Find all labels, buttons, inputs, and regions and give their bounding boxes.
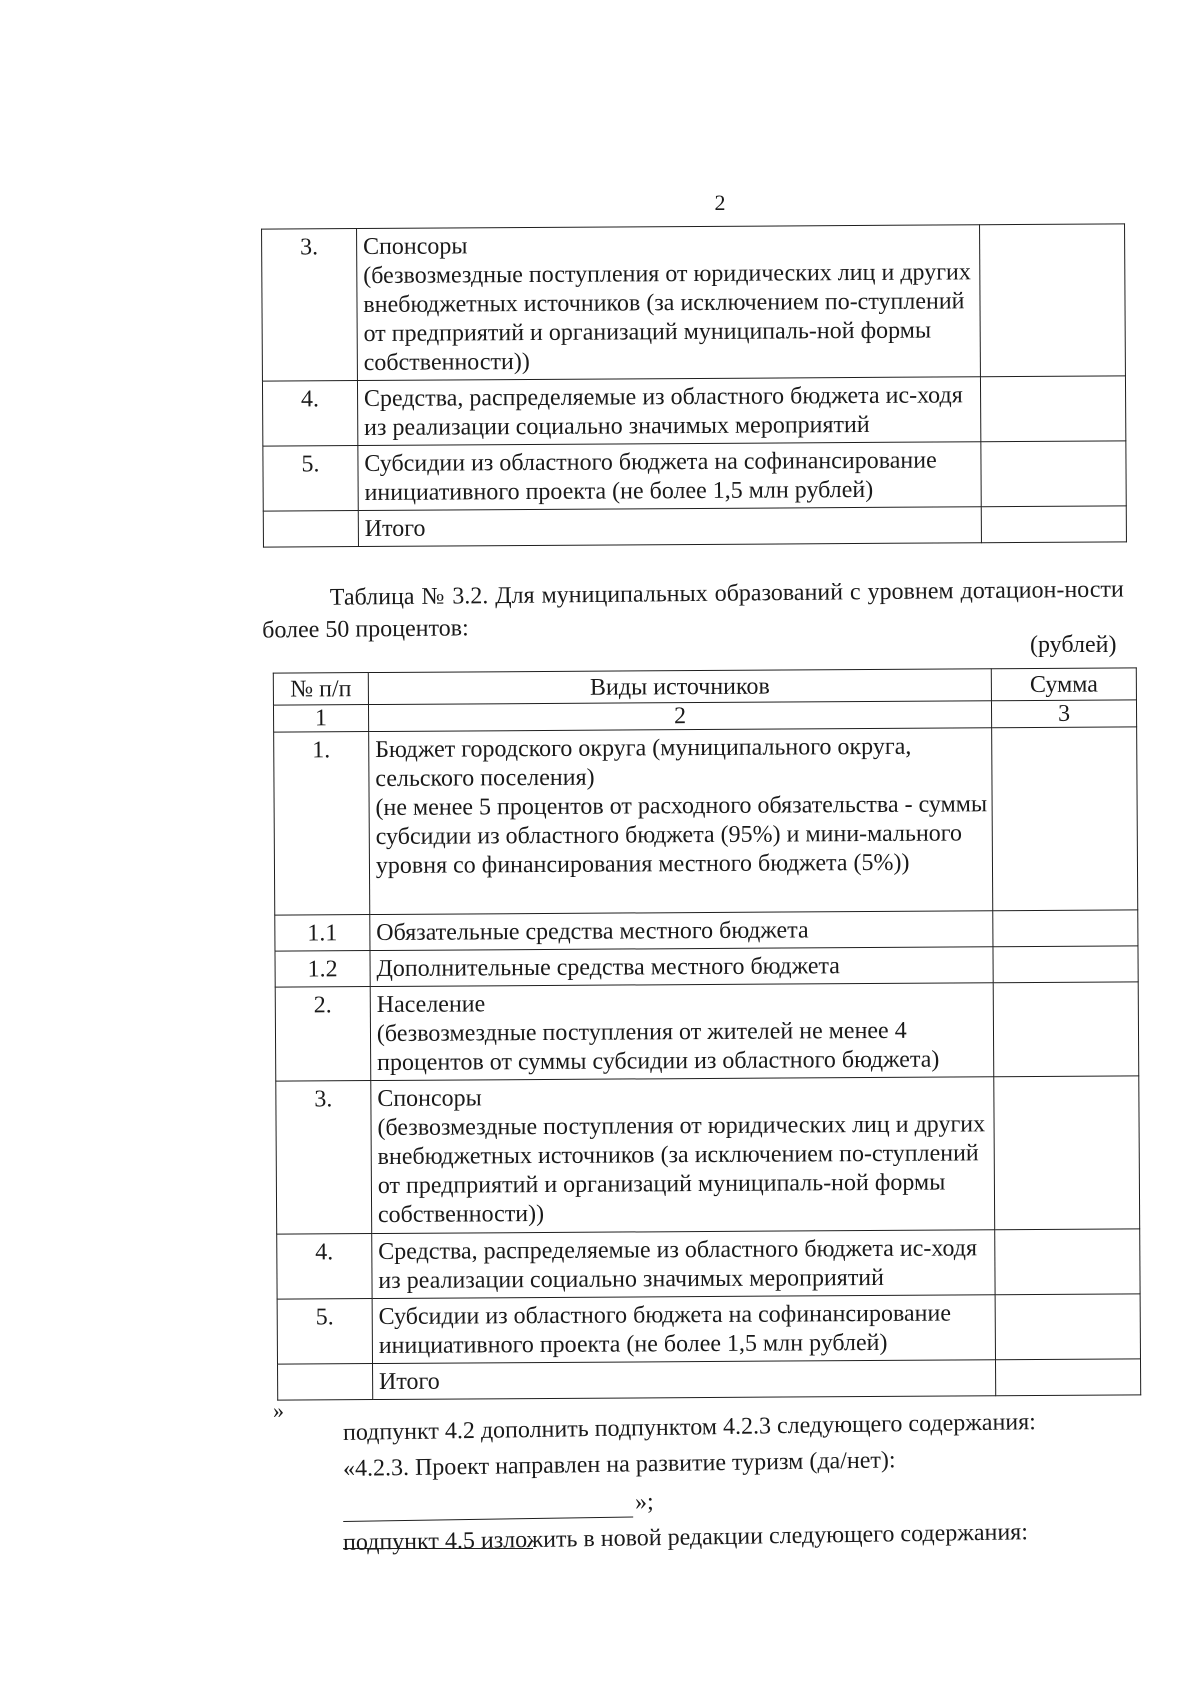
source-description: Обязательные средства местного бюджета	[370, 911, 993, 951]
amount-cell	[993, 946, 1138, 983]
amendment-paragraph-2: «4.2.3. Проект направлен на развитие туризм (да/нет):	[342, 1447, 896, 1482]
column-index: 3	[992, 700, 1137, 728]
row-number: 4.	[277, 1234, 372, 1300]
table-row-total	[278, 1359, 1141, 1400]
table-row	[277, 1229, 1140, 1299]
row-number	[263, 511, 358, 548]
amendment-paragraph-3: подпункт 4.5 изложить в новой редакции следующего содержания:	[342, 1519, 1029, 1556]
amount-cell	[996, 1359, 1141, 1396]
source-description: Спонсоры (безвозмездные поступления от юридических лиц и других внебюджетных источников (за исключением по-ступлений от предприятий и организаций муниципаль-ной формы собственности))	[356, 225, 980, 381]
table-row	[275, 910, 1138, 951]
column-index: 2	[368, 701, 991, 732]
table-row	[263, 441, 1126, 511]
amount-cell	[981, 376, 1126, 442]
row-number: 1.	[274, 732, 370, 916]
source-description: Население (безвозмездные поступления от жителей не менее 4 процентов от суммы субсидии из областного бюджета)	[370, 983, 994, 1081]
row-number: 5.	[263, 446, 358, 512]
table-row	[275, 946, 1138, 987]
table-caption: Таблица № 3.2. Для муниципальных образований с уровнем дотацион-ности более 50 процентов:	[262, 576, 1124, 644]
row-number	[278, 1364, 373, 1401]
row-number: 5.	[277, 1299, 372, 1365]
row-number: 4.	[262, 381, 357, 447]
source-description: Субсидии из областного бюджета на софинансирование инициативного проекта (не более 1,5 млн рублей)	[358, 442, 982, 511]
table-row-total	[263, 506, 1126, 547]
table-row	[274, 727, 1138, 915]
amount-cell	[993, 982, 1138, 1077]
amendment-paragraph-1: подпункт 4.2 дополнить подпунктом 4.2.3 следующего содержания:	[342, 1409, 1037, 1446]
table-header-row	[273, 668, 1136, 705]
amount-cell	[994, 1076, 1140, 1230]
closing-quote: »	[273, 1398, 284, 1423]
units-label: (рублей)	[1030, 632, 1117, 658]
source-description: Бюджет городского округа (муниципального округа, сельского поселения) (не менее 5 процентов от расходного обязательства - суммы субсидии из областного бюджета (95%) и мини-мального уровня со финансирования местного бюджета (5%))	[369, 728, 993, 915]
fill-in-line	[343, 1487, 654, 1522]
table-row	[277, 1294, 1140, 1364]
column-header-amount: Сумма	[991, 668, 1136, 701]
source-description: Средства, распределяемые из областного бюджета ис-ходя из реализации социально значимых мероприятий	[372, 1230, 996, 1299]
amount-cell	[981, 506, 1126, 543]
blank-field	[343, 1492, 633, 1522]
total-label: Итого	[358, 507, 982, 547]
fill-in-suffix: »;	[634, 1489, 654, 1516]
source-description: Дополнительные средства местного бюджета	[370, 947, 993, 987]
page-number: 2	[714, 190, 726, 215]
row-number: 2.	[275, 987, 370, 1082]
table-row	[262, 224, 1126, 381]
table-row	[276, 1076, 1140, 1234]
row-number: 1.1	[275, 915, 370, 952]
amount-cell	[981, 441, 1126, 507]
table-row	[275, 982, 1139, 1081]
sources-table-continued	[261, 223, 1127, 547]
column-index: 1	[273, 705, 368, 733]
source-description: Субсидии из областного бюджета на софинансирование инициативного проекта (не более 1,5 млн рублей)	[372, 1295, 996, 1364]
row-number: 1.2	[275, 951, 370, 988]
source-description: Спонсоры (безвозмездные поступления от юридических лиц и других внебюджетных источников (за исключением по-ступлений от предприятий и организаций муниципаль-ной формы собственности))	[371, 1077, 995, 1234]
amount-cell	[995, 1229, 1140, 1295]
amount-cell	[992, 727, 1138, 911]
column-header-sources: Виды источников	[368, 669, 991, 705]
total-label: Итого	[372, 1360, 995, 1400]
table-row	[262, 376, 1125, 446]
sources-table	[273, 667, 1141, 1400]
amount-cell	[980, 224, 1126, 377]
column-header-number: № п/п	[273, 673, 368, 706]
amount-cell	[995, 1294, 1140, 1360]
row-number: 3.	[276, 1081, 372, 1235]
source-description: Средства, распределяемые из областного бюджета ис-ходя из реализации социально значимых мероприятий	[357, 377, 981, 446]
row-number: 3.	[262, 229, 358, 382]
amount-cell	[993, 910, 1138, 947]
